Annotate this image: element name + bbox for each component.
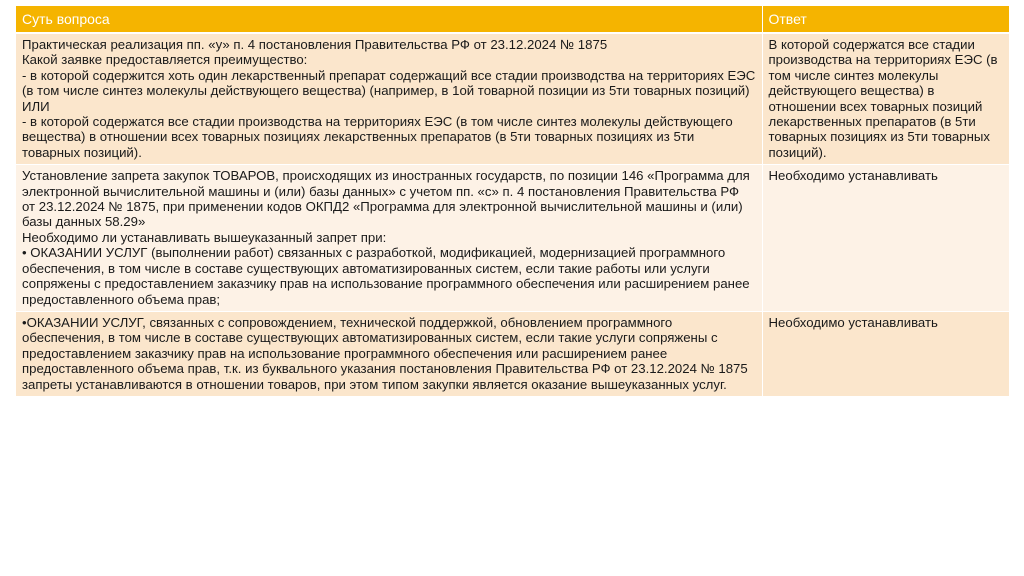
answer-cell: Необходимо устанавливать xyxy=(762,165,1009,312)
question-line: Необходимо ли устанавливать вышеуказанный запрет при: xyxy=(22,229,387,245)
answer-cell: В которой содержатся все стадии производства на территориях ЕЭС (в том числе синтез молекулы действующего вещества) в отношении всех товарных позиций лекарственных препаратов (в 5ти товарных позициях из 5ти товарных позиций). xyxy=(762,33,1009,165)
table-row xyxy=(16,311,1009,396)
header-answer: Ответ xyxy=(762,6,1009,33)
question-line: Установление запрета закупок ТОВАРОВ, происходящих из иностранных государств, по позиции 146 «Программа для электронной вычислительной машины и (или) базы данных» с учетом пп. «с» п. 4 постановления Правительства РФ от 23.12.2024 № 1875, при применении кодов ОКПД2 «Программа для электронной вычислительной машины и (или) базы данных 58.29» xyxy=(22,168,750,230)
answer-cell: Необходимо устанавливать xyxy=(762,311,1009,396)
header-question: Суть вопроса xyxy=(16,6,762,33)
qa-table xyxy=(16,6,1009,397)
table-row xyxy=(16,33,1009,165)
question-line: •ОКАЗАНИИ УСЛУГ, связанных с сопровождением, технической поддержкой, обновлением программного обеспечения, в том числе в составе существующих автоматизированных систем, если такие услуги сопряжены с предоставлением заказчику прав на использование программного обеспечения или расширением ранее предоставленного объема прав, т.к. из буквального указания постановления Правительства РФ от 23.12.2024 № 1875 запреты устанавливаются в отношении товаров, при этом типом закупки является оказание вышеуказанных услуг. xyxy=(22,314,748,392)
table-row xyxy=(16,165,1009,312)
question-line: Практическая реализация пп. «у» п. 4 постановления Правительства РФ от 23.12.2024 № 1875 xyxy=(22,37,608,52)
question-cell xyxy=(16,311,762,396)
question-cell xyxy=(16,165,762,312)
question-line: • ОКАЗАНИИ УСЛУГ (выполнении работ) связанных с разработкой, модификацией, модернизацией программного обеспечения, в том числе в составе существующих автоматизированных систем, если такие работы или услуги сопряжены с предоставлением заказчику прав на использование программного обеспечения или расширением ранее предоставленного объема прав; xyxy=(22,245,750,307)
question-cell xyxy=(16,33,762,165)
question-line: - в которой содержится хоть один лекарственный препарат содержащий все стадии производства на территориях ЕЭС (в том числе синтез молекулы действующего вещества) (например, в 1ой товарной позиции из 5ти товарных позиций) xyxy=(22,67,756,99)
table-header-row xyxy=(16,6,1009,33)
question-line: Какой заявке предоставляется преимущество: xyxy=(22,52,308,68)
question-line: ИЛИ xyxy=(22,98,50,114)
question-line: - в которой содержатся все стадии производства на территориях ЕЭС (в том числе синтез молекулы действующего вещества) в отношении всех товарных позициях лекарственных препаратов (в 5ти товарных позициях из 5ти товарных позиций). xyxy=(22,114,733,160)
